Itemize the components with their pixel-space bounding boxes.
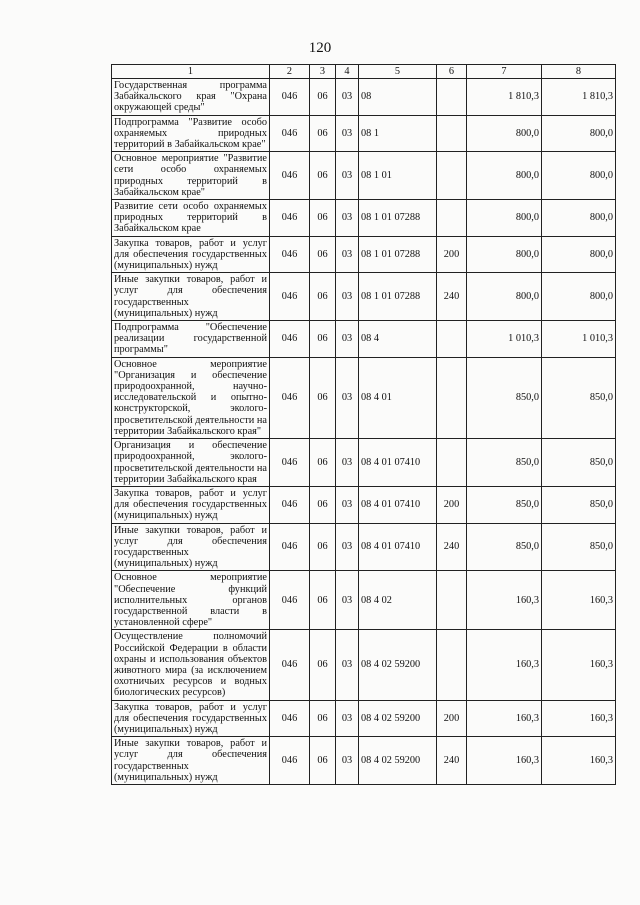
amount-year-1: 800,0 <box>467 273 542 321</box>
amount-year-2: 160,3 <box>542 737 616 785</box>
expense-type-code <box>437 200 467 237</box>
expense-type-code: 240 <box>437 523 467 571</box>
amount-year-1: 160,3 <box>467 737 542 785</box>
section-code: 06 <box>310 273 336 321</box>
admin-code: 046 <box>270 273 310 321</box>
target-code: 08 <box>359 79 437 116</box>
expense-type-code: 200 <box>437 700 467 737</box>
section-code: 06 <box>310 152 336 200</box>
row-name: Подпрограмма "Обеспечение реализации государственной программы" <box>112 321 270 358</box>
section-code: 06 <box>310 571 336 630</box>
table-row <box>112 523 616 571</box>
row-name: Основное мероприятие "Организация и обеспечение природоохранной, научно-исследовательской и опытно-конструкторской, эколого-просветительской деятельности на территории Забайкальского края" <box>112 357 270 438</box>
column-header: 8 <box>542 65 616 79</box>
row-name: Основное мероприятие "Развитие сети особо охраняемых природных территорий в Забайкальском крае" <box>112 152 270 200</box>
section-code: 06 <box>310 486 336 523</box>
row-name: Развитие сети особо охраняемых природных территорий в Забайкальском крае <box>112 200 270 237</box>
row-name: Основное мероприятие "Обеспечение функций исполнительных органов государственной власти в установленной сфере" <box>112 571 270 630</box>
page-number: 120 <box>308 40 332 56</box>
admin-code: 046 <box>270 439 310 487</box>
amount-year-2: 160,3 <box>542 571 616 630</box>
target-code: 08 1 01 07288 <box>359 273 437 321</box>
target-code: 08 1 01 07288 <box>359 236 437 273</box>
column-header: 4 <box>336 65 359 79</box>
expense-type-code <box>437 357 467 438</box>
admin-code: 046 <box>270 200 310 237</box>
row-name: Иные закупки товаров, работ и услуг для обеспечения государственных (муниципальных) нужд <box>112 273 270 321</box>
subsection-code: 03 <box>336 571 359 630</box>
amount-year-2: 800,0 <box>542 115 616 152</box>
subsection-code: 03 <box>336 273 359 321</box>
amount-year-2: 800,0 <box>542 152 616 200</box>
section-code: 06 <box>310 79 336 116</box>
column-header: 5 <box>359 65 437 79</box>
target-code: 08 4 02 59200 <box>359 737 437 785</box>
amount-year-2: 1 010,3 <box>542 321 616 358</box>
section-code: 06 <box>310 700 336 737</box>
section-code: 06 <box>310 630 336 700</box>
amount-year-2: 800,0 <box>542 236 616 273</box>
row-name: Закупка товаров, работ и услуг для обеспечения государственных (муниципальных) нужд <box>112 486 270 523</box>
header-row <box>112 65 616 79</box>
row-name: Государственная программа Забайкальского края "Охрана окружающей среды" <box>112 79 270 116</box>
amount-year-1: 850,0 <box>467 439 542 487</box>
column-header: 7 <box>467 65 542 79</box>
amount-year-2: 850,0 <box>542 439 616 487</box>
table-row <box>112 737 616 785</box>
subsection-code: 03 <box>336 700 359 737</box>
section-code: 06 <box>310 439 336 487</box>
target-code: 08 4 01 <box>359 357 437 438</box>
target-code: 08 4 02 59200 <box>359 700 437 737</box>
subsection-code: 03 <box>336 200 359 237</box>
column-header: 3 <box>310 65 336 79</box>
subsection-code: 03 <box>336 152 359 200</box>
amount-year-2: 800,0 <box>542 200 616 237</box>
subsection-code: 03 <box>336 115 359 152</box>
subsection-code: 03 <box>336 523 359 571</box>
row-name: Организация и обеспечение природоохранной, эколого-просветительской деятельности на территории Забайкальского края <box>112 439 270 487</box>
target-code: 08 4 01 07410 <box>359 439 437 487</box>
admin-code: 046 <box>270 523 310 571</box>
expense-type-code <box>437 630 467 700</box>
expense-type-code <box>437 115 467 152</box>
expense-type-code <box>437 79 467 116</box>
section-code: 06 <box>310 115 336 152</box>
admin-code: 046 <box>270 571 310 630</box>
amount-year-2: 1 810,3 <box>542 79 616 116</box>
subsection-code: 03 <box>336 737 359 785</box>
table-row <box>112 630 616 700</box>
table-row <box>112 273 616 321</box>
admin-code: 046 <box>270 357 310 438</box>
subsection-code: 03 <box>336 439 359 487</box>
table-row <box>112 115 616 152</box>
table-row <box>112 79 616 116</box>
row-name: Закупка товаров, работ и услуг для обеспечения государственных (муниципальных) нужд <box>112 236 270 273</box>
amount-year-2: 850,0 <box>542 523 616 571</box>
amount-year-1: 850,0 <box>467 523 542 571</box>
admin-code: 046 <box>270 700 310 737</box>
section-code: 06 <box>310 737 336 785</box>
row-name: Иные закупки товаров, работ и услуг для обеспечения государственных (муниципальных) нужд <box>112 523 270 571</box>
admin-code: 046 <box>270 486 310 523</box>
section-code: 06 <box>310 523 336 571</box>
subsection-code: 03 <box>336 321 359 358</box>
table-row <box>112 357 616 438</box>
target-code: 08 1 01 <box>359 152 437 200</box>
amount-year-1: 800,0 <box>467 152 542 200</box>
subsection-code: 03 <box>336 79 359 116</box>
subsection-code: 03 <box>336 236 359 273</box>
expense-type-code <box>437 571 467 630</box>
target-code: 08 4 02 59200 <box>359 630 437 700</box>
target-code: 08 4 <box>359 321 437 358</box>
target-code: 08 1 <box>359 115 437 152</box>
amount-year-1: 160,3 <box>467 700 542 737</box>
amount-year-1: 160,3 <box>467 630 542 700</box>
table-row <box>112 321 616 358</box>
expense-type-code <box>437 439 467 487</box>
amount-year-1: 1 810,3 <box>467 79 542 116</box>
admin-code: 046 <box>270 79 310 116</box>
table-row <box>112 152 616 200</box>
table-row <box>112 236 616 273</box>
target-code: 08 1 01 07288 <box>359 200 437 237</box>
subsection-code: 03 <box>336 486 359 523</box>
budget-table <box>111 64 616 785</box>
amount-year-2: 160,3 <box>542 630 616 700</box>
amount-year-2: 850,0 <box>542 357 616 438</box>
amount-year-2: 800,0 <box>542 273 616 321</box>
admin-code: 046 <box>270 236 310 273</box>
row-name: Иные закупки товаров, работ и услуг для обеспечения государственных (муниципальных) нужд <box>112 737 270 785</box>
admin-code: 046 <box>270 115 310 152</box>
amount-year-2: 850,0 <box>542 486 616 523</box>
column-header: 1 <box>112 65 270 79</box>
admin-code: 046 <box>270 630 310 700</box>
amount-year-1: 800,0 <box>467 115 542 152</box>
expense-type-code: 240 <box>437 273 467 321</box>
column-header: 6 <box>437 65 467 79</box>
row-name: Закупка товаров, работ и услуг для обеспечения государственных (муниципальных) нужд <box>112 700 270 737</box>
table-row <box>112 200 616 237</box>
section-code: 06 <box>310 236 336 273</box>
expense-type-code <box>437 321 467 358</box>
target-code: 08 4 01 07410 <box>359 523 437 571</box>
expense-type-code: 200 <box>437 486 467 523</box>
expense-type-code: 200 <box>437 236 467 273</box>
column-header: 2 <box>270 65 310 79</box>
section-code: 06 <box>310 321 336 358</box>
target-code: 08 4 02 <box>359 571 437 630</box>
amount-year-1: 800,0 <box>467 200 542 237</box>
table-row <box>112 439 616 487</box>
row-name: Осуществление полномочий Российской Федерации в области охраны и использования объектов животного мира (за исключением охотничьих ресурсов и водных биологических ресурсов) <box>112 630 270 700</box>
subsection-code: 03 <box>336 357 359 438</box>
target-code: 08 4 01 07410 <box>359 486 437 523</box>
amount-year-1: 1 010,3 <box>467 321 542 358</box>
table-row <box>112 700 616 737</box>
expense-type-code <box>437 152 467 200</box>
admin-code: 046 <box>270 321 310 358</box>
section-code: 06 <box>310 357 336 438</box>
amount-year-1: 850,0 <box>467 357 542 438</box>
expense-type-code: 240 <box>437 737 467 785</box>
table-body <box>112 79 616 785</box>
amount-year-2: 160,3 <box>542 700 616 737</box>
admin-code: 046 <box>270 737 310 785</box>
subsection-code: 03 <box>336 630 359 700</box>
table-row <box>112 486 616 523</box>
amount-year-1: 850,0 <box>467 486 542 523</box>
table-row <box>112 571 616 630</box>
amount-year-1: 160,3 <box>467 571 542 630</box>
admin-code: 046 <box>270 152 310 200</box>
amount-year-1: 800,0 <box>467 236 542 273</box>
row-name: Подпрограмма "Развитие особо охраняемых природных территорий в Забайкальском крае" <box>112 115 270 152</box>
section-code: 06 <box>310 200 336 237</box>
